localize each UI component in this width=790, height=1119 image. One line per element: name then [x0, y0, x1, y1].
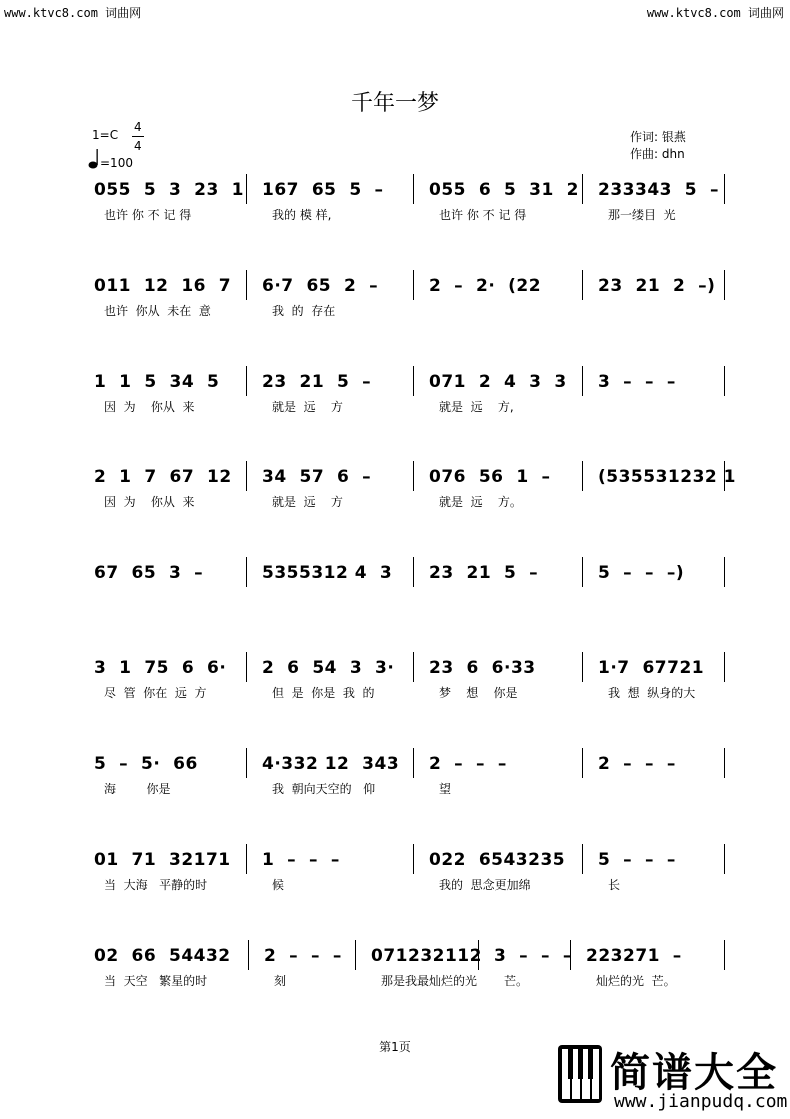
barline [724, 844, 725, 874]
measure-notes: 2 – – – [429, 754, 507, 774]
measure-lyrics: 我 朝向天空的 仰 [272, 782, 376, 796]
measure-lyrics: 灿烂的光 芒。 [596, 974, 676, 988]
barline [582, 748, 583, 778]
measure-lyrics: 那一缕目 光 [608, 208, 676, 222]
measure-lyrics: 当 天空 繁星的时 [104, 974, 208, 988]
measure-notes: 071232112 [371, 946, 482, 966]
measure-lyrics: 因 为 你从 来 [104, 495, 195, 509]
barline [246, 748, 247, 778]
measure-notes: 02 66 54432 [94, 946, 231, 966]
measure-lyrics: 就是 远 方。 [439, 495, 522, 509]
measure-notes: 2 – – – [598, 754, 676, 774]
measure-notes: 022 6543235 [429, 850, 566, 870]
measure-notes: 2 – – – [264, 946, 342, 966]
measure-notes: 167 65 5 – [262, 180, 384, 200]
logo-text: 简谱大全 [610, 1050, 778, 1096]
measure-notes: 67 65 3 – [94, 563, 204, 583]
barline [724, 557, 725, 587]
measure-notes: 5 – – – [598, 850, 676, 870]
measure-notes: 1 – – – [262, 850, 340, 870]
lyricist-credit: 作词: 银燕 [630, 130, 686, 144]
barline [246, 557, 247, 587]
measure-notes: 1·7 67721 [598, 658, 705, 678]
barline [724, 366, 725, 396]
measure-notes: 233343 5 – [598, 180, 719, 200]
barline [413, 270, 414, 300]
measure-lyrics: 就是 远 方 [272, 495, 343, 509]
logo-url: www.jianpudq.com [614, 1091, 788, 1112]
measure-notes: 23 21 5 – [262, 372, 372, 392]
barline [413, 652, 414, 682]
barline [246, 652, 247, 682]
measure-lyrics: 芒。 [504, 974, 529, 988]
barline [582, 174, 583, 204]
measure-notes: 01 71 32171 [94, 850, 231, 870]
composer-credit: 作曲: dhn [630, 147, 685, 161]
measure-notes: 076 56 1 – [429, 467, 551, 487]
measure-notes: 055 5 3 23 1 [94, 180, 244, 200]
barline [355, 940, 356, 970]
measure-lyrics: 尽 管 你在 远 方 [104, 686, 207, 700]
barline [246, 461, 247, 491]
measure-lyrics: 那是我最灿烂的光 [381, 974, 478, 988]
measure-notes: 4·332 12 343 [262, 754, 400, 774]
watermark-left: www.ktvc8.com 词曲网 [4, 6, 142, 20]
measure-notes: 3 – – – [598, 372, 676, 392]
measure-notes: 2 1 7 67 12 [94, 467, 232, 487]
barline [413, 557, 414, 587]
measure-notes: 2 – 2· (22 [429, 276, 542, 296]
measure-notes: 5 – – –) [598, 563, 685, 583]
measure-lyrics: 我 想 纵身的大 [608, 686, 696, 700]
measure-lyrics: 也许 你 不 记 得 [104, 208, 192, 222]
barline [248, 940, 249, 970]
barline [413, 748, 414, 778]
measure-notes: 23 21 5 – [429, 563, 539, 583]
measure-notes: 1 1 5 34 5 [94, 372, 220, 392]
measure-lyrics: 我 的 存在 [272, 304, 336, 318]
measure-lyrics: 我的 思念更加绵 [439, 878, 531, 892]
measure-notes: 2 6 54 3 3· [262, 658, 395, 678]
measure-notes: 011 12 16 7 [94, 276, 232, 296]
barline [724, 748, 725, 778]
measure-lyrics: 就是 远 方 [272, 400, 343, 414]
measure-notes: 23 6 6·33 [429, 658, 536, 678]
barline [582, 557, 583, 587]
time-sig-line [132, 136, 144, 137]
measure-lyrics: 当 大海 平静的时 [104, 878, 208, 892]
barline [582, 461, 583, 491]
barline [724, 652, 725, 682]
barline [724, 940, 725, 970]
measure-notes: 5 – 5· 66 [94, 754, 198, 774]
measure-notes: 6·7 65 2 – [262, 276, 379, 296]
measure-lyrics: 也许 你从 未在 意 [104, 304, 211, 318]
measure-lyrics: 望 [439, 782, 452, 796]
measure-notes: 055 6 5 31 2 [429, 180, 579, 200]
watermark-right: www.ktvc8.com 词曲网 [646, 6, 784, 20]
measure-lyrics: 梦 想 你是 [439, 686, 518, 700]
measure-lyrics: 长 [608, 878, 621, 892]
site-logo [554, 1041, 788, 1113]
measure-lyrics: 海 你是 [104, 782, 171, 796]
barline [582, 366, 583, 396]
measure-lyrics: 但 是 你是 我 的 [272, 686, 375, 700]
barline [582, 652, 583, 682]
barline [724, 270, 725, 300]
measure-notes: 3 – – – [494, 946, 572, 966]
barline [413, 461, 414, 491]
barline [582, 844, 583, 874]
measure-notes: 5355312 4 3 [262, 563, 393, 583]
barline [246, 366, 247, 396]
measure-lyrics: 就是 远 方, [439, 400, 514, 414]
song-title: 千年一梦 [350, 91, 439, 116]
barline [246, 844, 247, 874]
barline [413, 844, 414, 874]
measure-lyrics: 也许 你 不 记 得 [439, 208, 527, 222]
measure-notes: 3 1 75 6 6· [94, 658, 227, 678]
time-sig-top: 4 [134, 120, 142, 134]
barline [413, 366, 414, 396]
key-signature: 1=C [92, 128, 119, 142]
barline [724, 174, 725, 204]
measure-lyrics: 因 为 你从 来 [104, 400, 195, 414]
barline [413, 174, 414, 204]
measure-notes: 34 57 6 – [262, 467, 372, 487]
barline [246, 174, 247, 204]
page-number: 第1页 [379, 1040, 411, 1054]
tempo-marking: =100 [100, 156, 133, 170]
measure-lyrics: 我的 模 样, [272, 208, 332, 222]
measure-notes: 071 2 4 3 3 [429, 372, 567, 392]
measure-lyrics: 候 [272, 878, 285, 892]
time-sig-bottom: 4 [134, 139, 142, 153]
measure-notes: (535531232 1 [598, 467, 736, 487]
measure-lyrics: 刻 [274, 974, 287, 988]
barline [246, 270, 247, 300]
measure-notes: 223271 – [586, 946, 682, 966]
measure-notes: 23 21 2 –) [598, 276, 716, 296]
barline [582, 270, 583, 300]
